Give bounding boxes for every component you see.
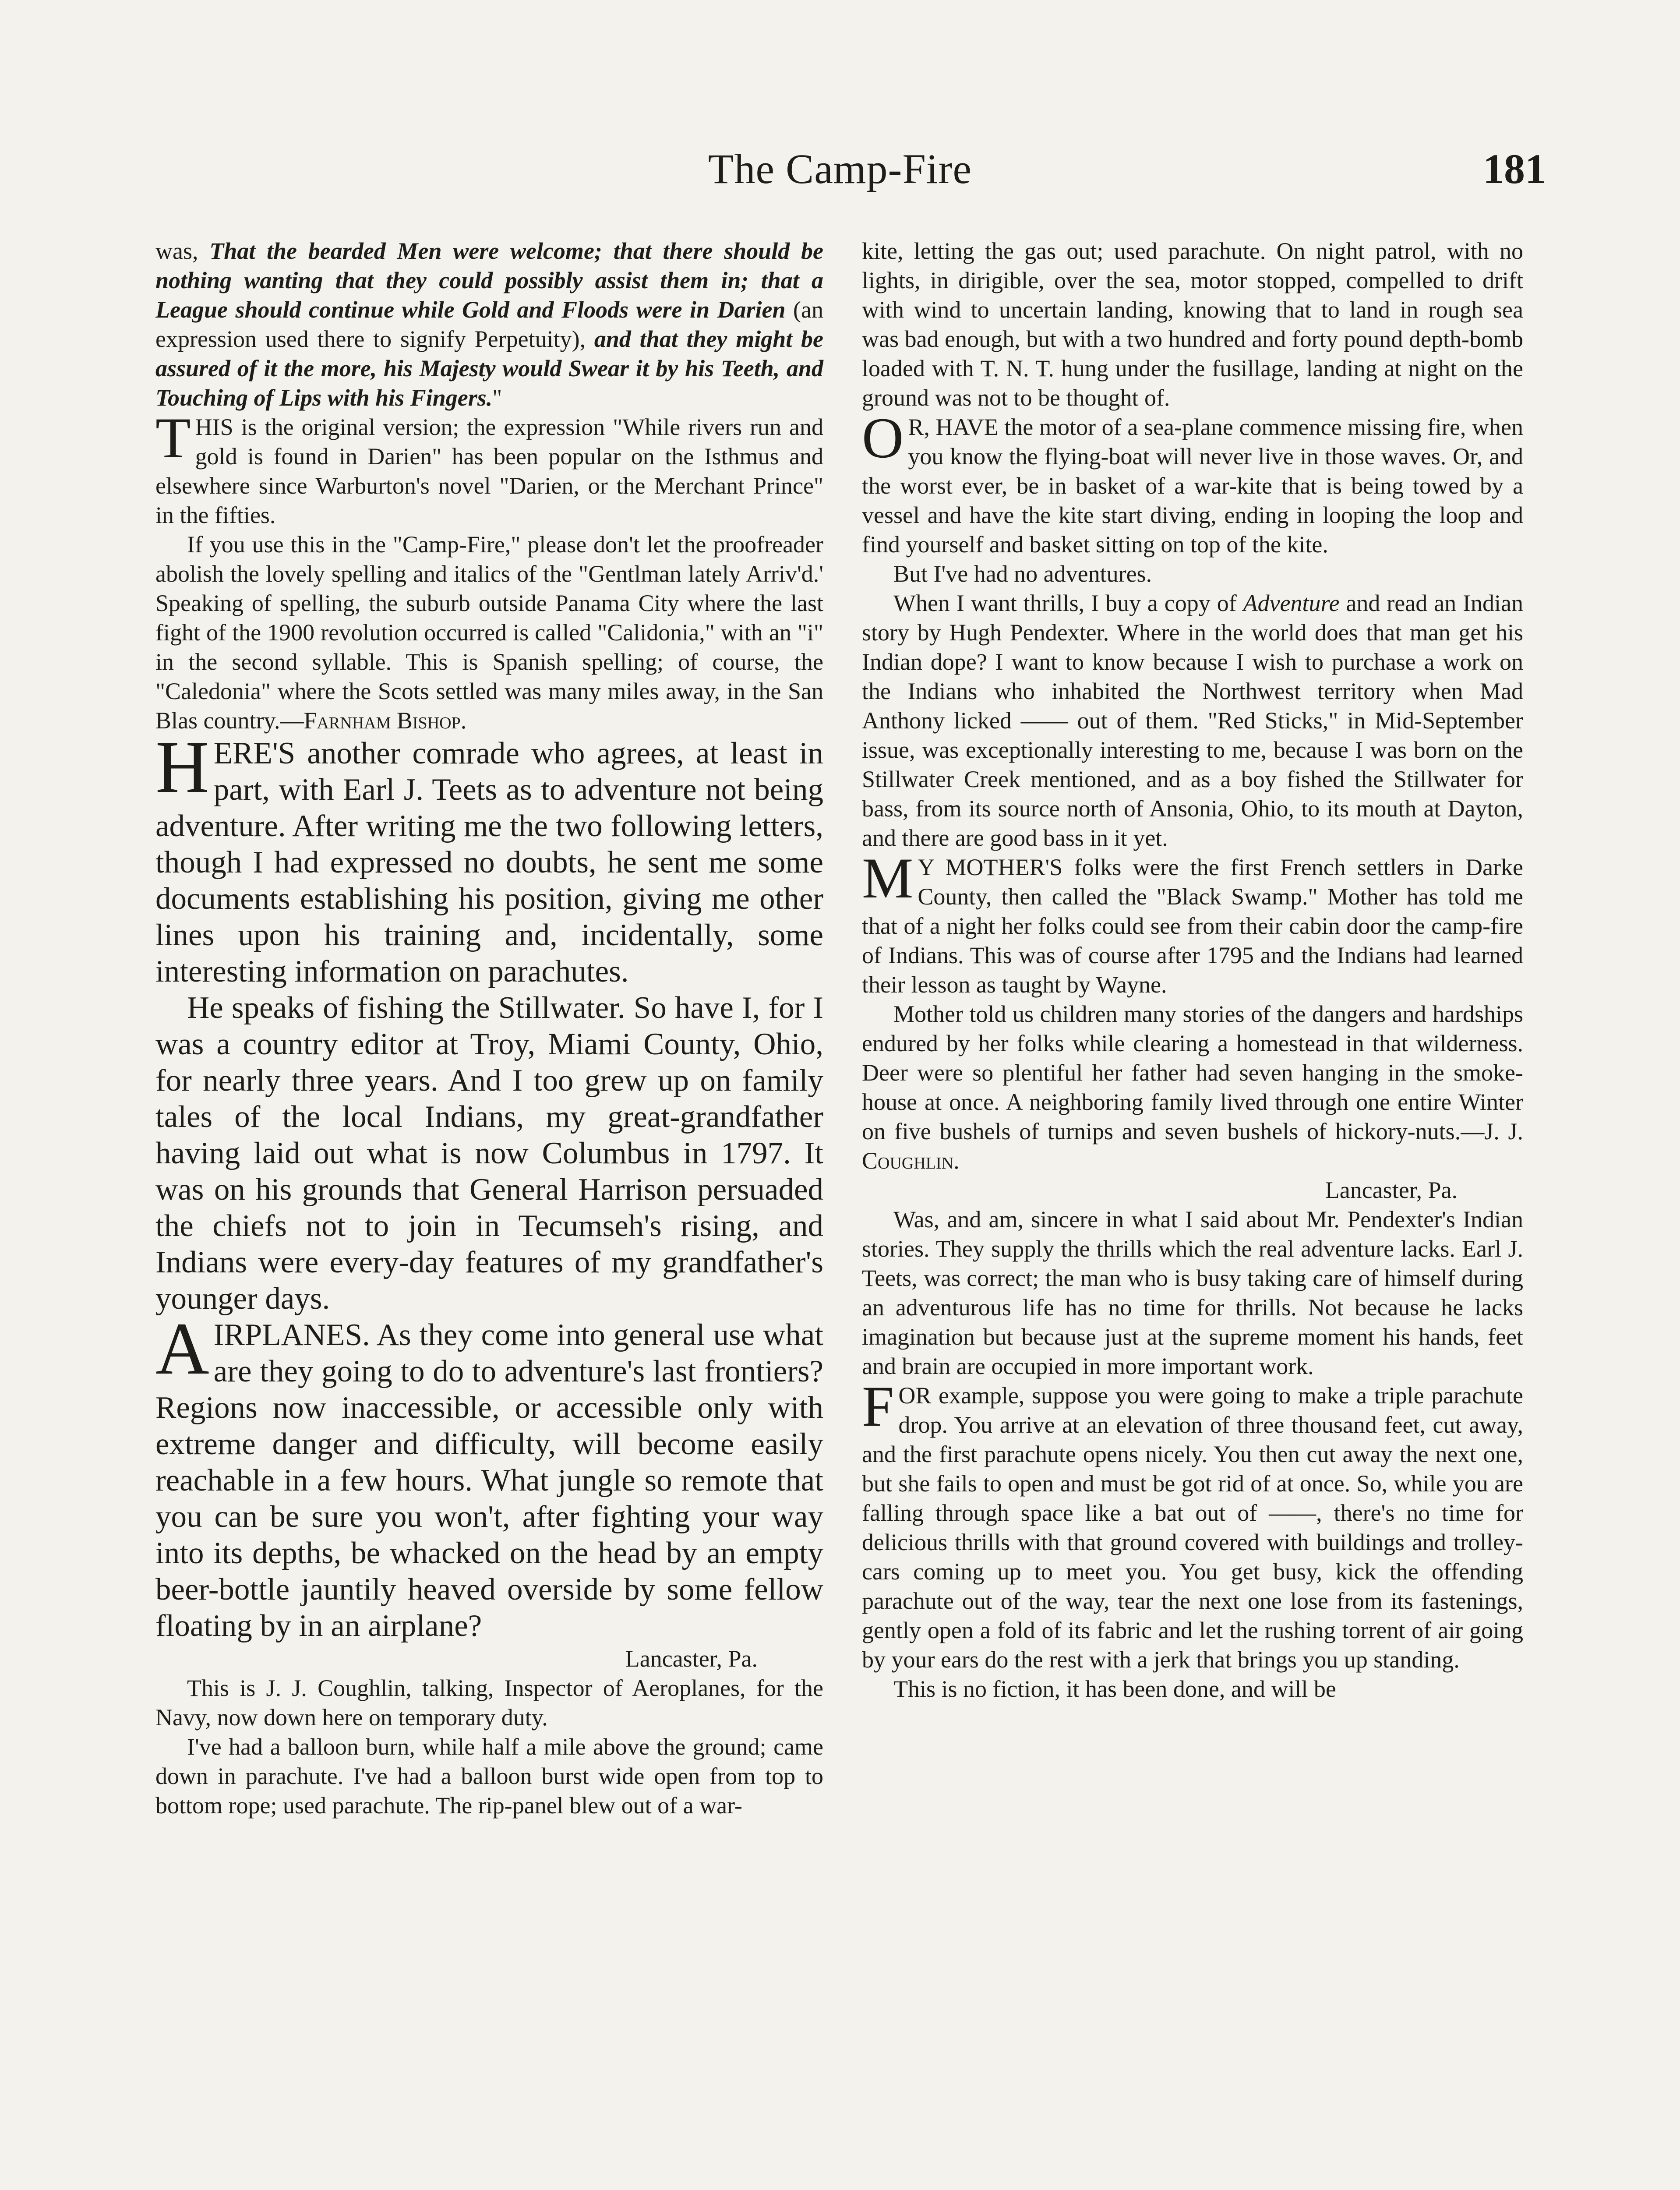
coughlin-letter-cont: kite, letting the gas out; used parachute. On night patrol, with no lights, in dirigible, over the sea, motor stopped, compelled to drift with wind to uncertain landing, knowing that to land in rough sea was bad enough, but with a two hundred and forty pound depth-bomb loaded with T. N. T. hung under the fusillage, landing at night on the ground was not to be thought of.	[862, 238, 1523, 411]
left-column	[155, 237, 823, 1820]
coughlin-letter-2: O R, HAVE the motor of a sea-plane commence missing fire, when you know the flying-boat will never live in those waves. Or, and the worst ever, be in basket of a war-kite that is being towed by a vessel and have the kite start diving, ending in looping the loop and find yourself and basket sitting on top of the kite.	[862, 406, 1523, 558]
coughlin-letter-9: This is no fiction, it has been done, and will be	[893, 1676, 1336, 1702]
signature: Farnham Bishop.	[304, 707, 467, 734]
drop-cap: F	[862, 1374, 894, 1438]
letter-place: Lancaster, Pa.	[625, 1646, 758, 1672]
coughlin-letter-1: I've had a balloon burn, while half a mile above the ground; came down in parachute. I've had a balloon burst wide open from top to bottom rope; used parachute. The rip-panel blew out of a war-	[155, 1734, 823, 1819]
editor-paragraph-1: HERE'S another comrade who agrees, at least in part, with Earl J. Teets as to adventure not being adventure. After writing me the two following letters, though I had expressed no doubts, he sent me some documents establishing his position, giving me other lines upon his training and, incidentally, some interesting information on parachutes.	[155, 726, 823, 989]
coughlin-letter-3: But I've had no adventures.	[893, 561, 1152, 587]
coughlin-intro: This is J. J. Coughlin, talking, Inspector of Aeroplanes, for the Navy, now down here on temporary duty.	[155, 1675, 823, 1731]
page-title: The Camp-Fire	[708, 145, 972, 192]
letter-quote-paragraph: was, That the bearded Men were welcome; that there should be nothing wanting that they could possibly assist them in; that a League should continue while Gold and Floods were in Darien (an expression used there to signify Perpetuity), and that they might be assured of it the more, his Majesty would Swear it by his Teeth, and Touching of Lips with his Fingers."	[155, 238, 823, 411]
coughlin-letter-7: Was, and am, sincere in what I said about Mr. Pendexter's Indian stories. They supply the thrills which the real adventure lacks. Earl J. Teets, was correct; the man who is busy taking care of himself during an adventurous life has no time for thrills. Not because he lacks imagination but because just at the supreme moment his hands, feet and brain are occupied in more important work.	[862, 1206, 1523, 1379]
bishop-paragraph-1: THIS is the original version; the expression "While rivers run and gold is found in Darien" has been popular on the Isthmus and elsewhere since Warburton's novel "Darien, or the Merchant Prince" in the fifties.	[155, 406, 823, 528]
airplanes-paragraph: AIRPLANES. As they come into general use what are they going to do to adventure's last frontiers? Regions now inaccessible, or accessible only with extreme danger and difficulty, will become easily reachable in a few hours. What jungle so remote that you can be sure you won't, after fighting your way into its depths, be whacked on the head by an empty beer-bottle jauntily heaved overside by some fellow floating by in an airplane?	[155, 1307, 823, 1643]
editor-paragraph-2: He speaks of fishing the Stillwater. So have I, for I was a country editor at Troy, Miami County, Ohio, for nearly three years. And I too grew up on family tales of the local Indians, my great-grandfather having laid out what is now Columbus in 1797. It was on his grounds that General Harrison persuaded the chiefs not to join in Tecumseh's rising, and Indians were every-day features of my grandfather's younger days.	[155, 991, 823, 1316]
drop-cap: T	[155, 406, 191, 470]
drop-cap: O	[862, 406, 904, 470]
signature: J. J. Coughlin.	[862, 1118, 1523, 1174]
right-column	[862, 237, 1523, 1704]
letter-place: Lancaster, Pa.	[1325, 1177, 1458, 1203]
drop-cap: M	[862, 846, 914, 910]
page-number: 181	[1483, 145, 1546, 192]
drop-cap: A	[155, 1307, 209, 1390]
magazine-title: Adventure	[1243, 590, 1340, 616]
drop-cap: H	[155, 726, 209, 808]
coughlin-letter-6: Mother told us children many stories of the dangers and hardships endured by her folks while clearing a homestead in that wilderness. Deer were so plentiful her father had seven hanging in the smoke-house at once. A neighboring family lived through one entire Winter on five bushels of turnips and seven bushels of hickory-nuts.—J. J. Coughlin.	[862, 1001, 1523, 1174]
bishop-paragraph-2: If you use this in the "Camp-Fire," please don't let the proofreader abolish the lovely spelling and italics of the "Gentlman lately Arriv'd.' Speaking of spelling, the suburb outside Panama City where the last fight of the 1900 revolution occurred is called "Calidonia," with an "i" in the second syllable. This is Spanish spelling; of course, the "Caledonia" where the Scots settled was many miles away, in the San Blas country.—Farnham Bishop.	[155, 531, 823, 734]
coughlin-letter-5: M Y MOTHER'S folks were the first French settlers in Darke County, then called the "Black Swamp." Mother has told me that of a night her folks could see from their cabin door the camp-fire of Indians. This was of course after 1795 and the Indians had learned their lesson as taught by Wayne.	[862, 846, 1523, 998]
coughlin-letter-4: When I want thrills, I buy a copy of Adventure and read an Indian story by Hugh Pendexter. Where in the world does that man get his Indian dope? I want to know because I wish to purchase a work on the Indians who inhabited the Northwest territory when Mad Anthony licked —— out of them. "Red Sticks," in Mid-September issue, was exceptionally interesting to me, because I was born on the Stillwater Creek mentioned, and as a boy fished the Stillwater for bass, from its source north of Ansonia, Ohio, to its mouth at Dayton, and there are good bass in it yet.	[862, 590, 1523, 851]
coughlin-letter-8: FOR example, suppose you were going to make a triple parachute drop. You arrive at an elevation of three thousand feet, cut away, and the first parachute opens nicely. You then cut away the next one, but she fails to open and must be got rid of at once. So, while you are falling through space like a bat out of ——, there's no time for delicious thrills with that ground covered with buildings and trolley-cars coming up to meet you. You get busy, kick the offending parachute out of the way, tear the next one lose from its fastenings, gently open a fold of its fabric and let the rushing torrent of air going by your ears do the rest with a jerk that brings you up standing.	[862, 1374, 1523, 1673]
